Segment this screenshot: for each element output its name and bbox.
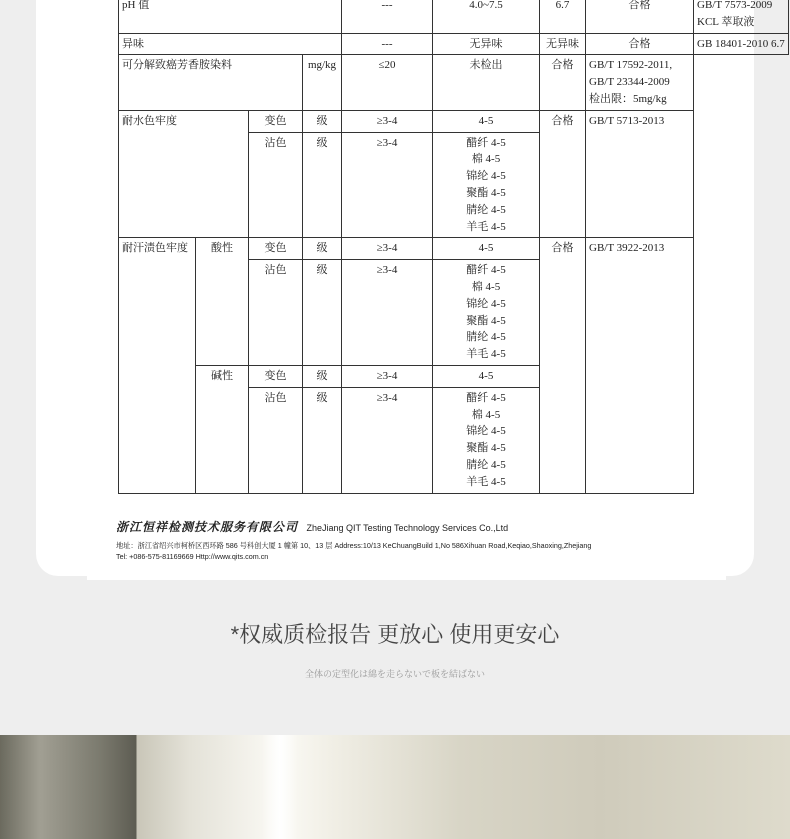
company-info xyxy=(116,518,591,562)
stain-result: 棉 4-5 xyxy=(471,153,501,166)
company-address: 地址：浙江省绍兴市柯桥区西环路 586 号科创大厦 1 幢第 10、13 层 Address:10/13 KeChuangBuild 1,No 586Xihuan Road,Keqiao,Shaoxing,Zhejiang xyxy=(116,541,592,550)
stain-result: 聚酯 4-5 xyxy=(466,186,506,199)
unit-cell: 级 xyxy=(303,238,342,260)
sub-item-stain: 沾色 xyxy=(249,132,303,238)
unit-cell: 级 xyxy=(303,365,342,387)
verdict-cell: 合格 xyxy=(540,238,586,493)
result-cell: 6.7 xyxy=(540,0,586,33)
table-row xyxy=(119,33,789,55)
result-cell: 未检出 xyxy=(433,55,540,110)
detection-limit: 检出限：5mg/kg xyxy=(589,92,667,105)
sub-item-stain: 沾色 xyxy=(249,387,303,493)
standard-line: GB/T 23344-2009 xyxy=(589,76,670,89)
unit-cell: 级 xyxy=(303,260,342,366)
stain-result: 棉 4-5 xyxy=(471,280,501,293)
company-name-en: ZheJiang QIT Testing Technology Services Co.,Ltd xyxy=(306,523,509,533)
unit-cell: --- xyxy=(342,0,433,33)
stain-result: 醋纤 4-5 xyxy=(466,136,506,149)
table-row xyxy=(119,238,789,260)
test-report-table xyxy=(118,0,789,494)
unit-cell: 级 xyxy=(303,110,342,132)
item-water-fastness: 耐水色牢度 xyxy=(119,110,249,238)
headline: *权威质检报告 更放心 使用更安心 xyxy=(230,622,560,647)
requirement-cell: ≥3-4 xyxy=(342,387,433,493)
stain-result: 锦纶 4-5 xyxy=(466,297,506,310)
stain-results xyxy=(433,260,540,366)
stain-result: 醋纤 4-5 xyxy=(466,391,506,404)
stain-result: 腈纶 4-5 xyxy=(466,331,506,344)
table-row xyxy=(119,55,789,110)
sub-item-change: 变色 xyxy=(249,365,303,387)
standard-line: GB/T 17592-2011, xyxy=(589,59,673,72)
item-sweat-fastness: 耐汗渍色牢度 xyxy=(119,238,196,493)
standard-cell: GB/T 5713-2013 xyxy=(586,110,694,238)
stain-results xyxy=(433,387,540,493)
stain-result: 腈纶 4-5 xyxy=(466,458,506,471)
standard-cell xyxy=(586,55,694,110)
sub-item-acid: 酸性 xyxy=(196,238,249,366)
result-cell: 4-5 xyxy=(433,110,540,132)
company-contact: Tel: +086-575-81169669 Http://www.qits.com.cn xyxy=(116,552,269,561)
stain-result: 醋纤 4-5 xyxy=(466,264,506,277)
card-shadow xyxy=(87,576,726,580)
stain-result: 锦纶 4-5 xyxy=(466,425,506,438)
result-cell: 4-5 xyxy=(433,365,540,387)
item-ph: pH 值 xyxy=(119,0,342,33)
requirement-cell: ≥3-4 xyxy=(342,110,433,132)
stain-result: 羊毛 4-5 xyxy=(466,348,506,361)
company-name-cn: 浙江恒祥检测技术服务有限公司 xyxy=(116,520,299,534)
stain-result: 羊毛 4-5 xyxy=(466,475,506,488)
requirement-cell: ≥3-4 xyxy=(342,365,433,387)
standard-cell: GB 18401-2010 6.7 xyxy=(694,33,789,55)
standard-line: GB/T 7573-2009 xyxy=(697,0,773,11)
sub-item-change: 变色 xyxy=(249,238,303,260)
verdict-cell: 合格 xyxy=(540,110,586,238)
table-row xyxy=(119,110,789,132)
requirement-cell: ≥3-4 xyxy=(342,238,433,260)
stain-result: 聚酯 4-5 xyxy=(466,314,506,327)
stain-result: 锦纶 4-5 xyxy=(466,170,506,183)
standard-line: KCL 萃取液 xyxy=(697,15,755,28)
unit-cell: --- xyxy=(342,33,433,55)
verdict-cell: 合格 xyxy=(586,0,694,33)
requirement-cell: 无异味 xyxy=(433,33,540,55)
standard-cell xyxy=(694,0,789,33)
subline: 全体の定型化は綿を走らないで板を結ばない xyxy=(304,669,485,679)
table-row xyxy=(119,0,789,33)
sub-item-stain: 沾色 xyxy=(249,260,303,366)
light-streak xyxy=(262,735,298,839)
result-cell: 4-5 xyxy=(433,238,540,260)
item-azo: 可分解致癌芳香胺染料 xyxy=(119,55,303,110)
stain-result: 棉 4-5 xyxy=(471,408,501,421)
unit-cell: 级 xyxy=(303,132,342,238)
result-cell: 无异味 xyxy=(540,33,586,55)
unit-cell: 级 xyxy=(303,387,342,493)
stain-result: 聚酯 4-5 xyxy=(466,442,506,455)
requirement-cell: ≥3-4 xyxy=(342,260,433,366)
requirement-cell: ≤20 xyxy=(342,55,433,110)
sub-item-alkali: 碱性 xyxy=(196,365,249,493)
stain-result: 羊毛 4-5 xyxy=(466,220,506,233)
requirement-cell: 4.0~7.5 xyxy=(433,0,540,33)
stain-results xyxy=(433,132,540,238)
unit-cell: mg/kg xyxy=(303,55,342,110)
stain-result: 腈纶 4-5 xyxy=(466,203,506,216)
verdict-cell: 合格 xyxy=(586,33,694,55)
requirement-cell: ≥3-4 xyxy=(342,132,433,238)
standard-cell: GB/T 3922-2013 xyxy=(586,238,694,493)
verdict-cell: 合格 xyxy=(540,55,586,110)
product-photo xyxy=(0,735,790,839)
sub-item-change: 变色 xyxy=(249,110,303,132)
item-odor: 异味 xyxy=(119,33,342,55)
